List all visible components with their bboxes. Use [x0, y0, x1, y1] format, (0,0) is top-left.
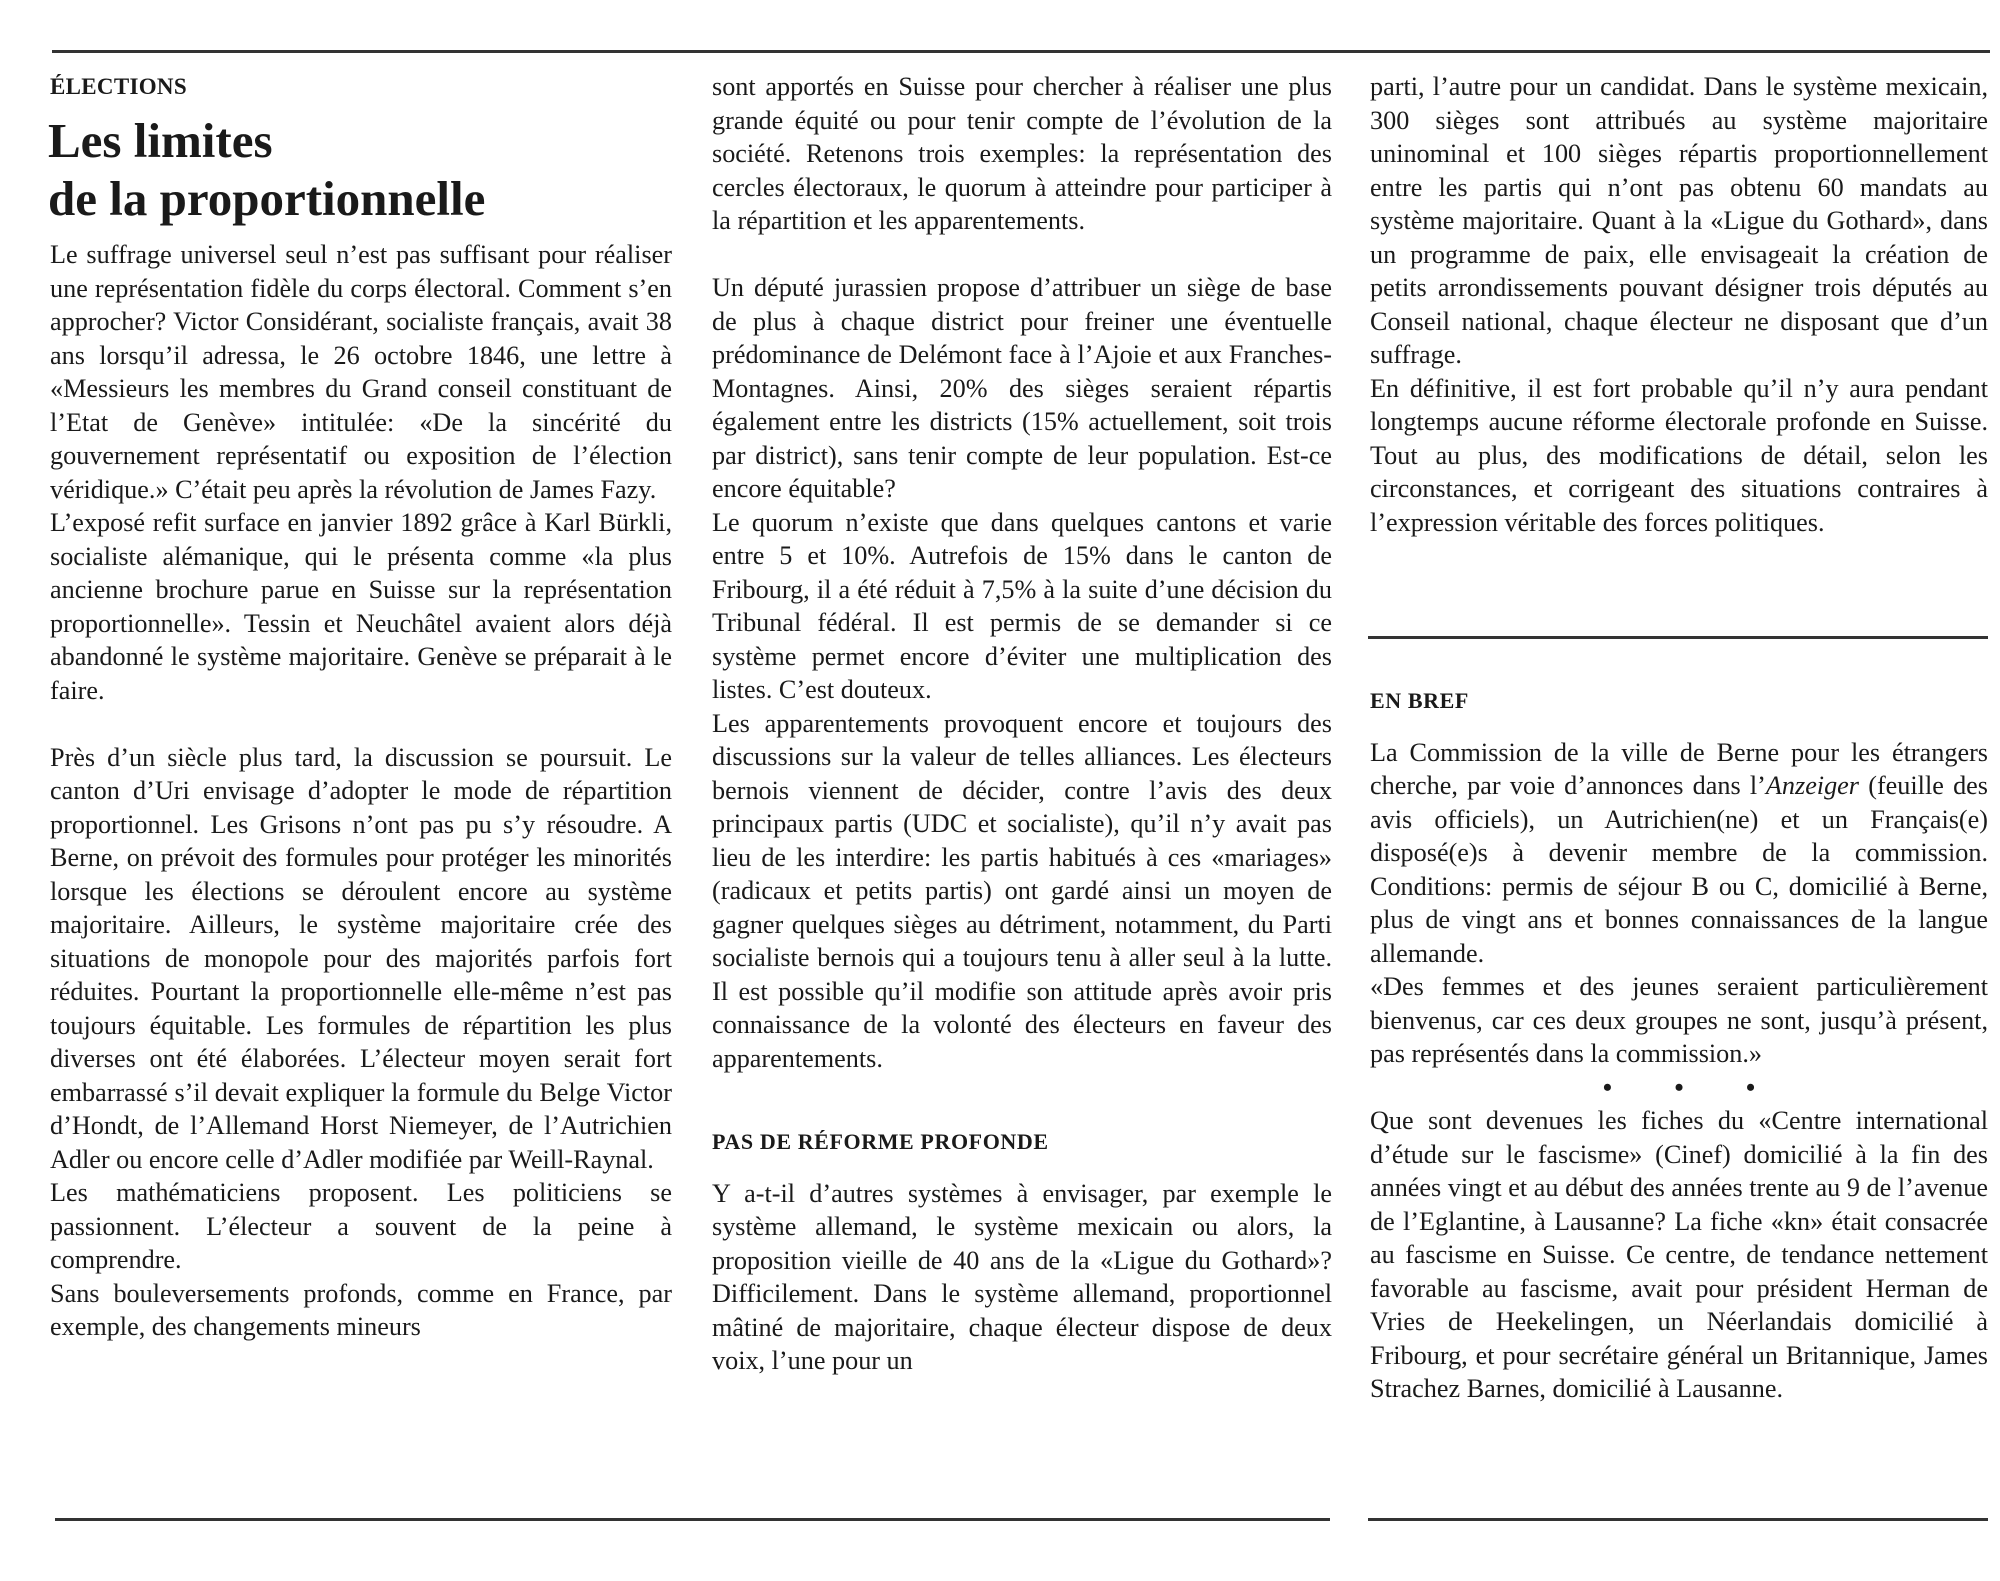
- paragraph: Sans bouleversements profonds, comme en France, par exemple, des changements mineurs: [50, 1278, 672, 1341]
- paragraph: L’exposé refit surface en janvier 1892 grâce à Karl Bürkli, socialiste alémanique, qui le présenta comme «la plus ancienne brochure parue en Suisse sur la représentation proportionnelle». Tessin et Neuchâtel avaient alors déjà abandonné le système majoritaire. Genève se préparait à le faire.: [50, 508, 672, 705]
- paragraph: parti, l’autre pour un candidat. Dans le système mexicain, 300 sièges sont attribués au système majoritaire uninominal et 100 sièges répartis proportionnellement entre les partis qui n’ont pas obtenu 60 mandats au système majoritaire. Quant à la «Ligue du Gothard», dans un programme de paix, elle envisageait la création de petits arrondissements pouvant désigner trois députés au Conseil national, chaque électeur ne disposant que d’un suffrage.: [1370, 72, 1988, 369]
- section-subhead: PAS DE RÉFORME PROFONDE: [712, 1129, 1049, 1154]
- paragraph: Près d’un siècle plus tard, la discussion se poursuit. Le canton d’Uri envisage d’adopter le mode de répartition proportionnel. Les Grisons n’ont pas pu s’y résoudre. A Berne, on prévoit des formules pour protéger les minorités lorsque les élections se déroulent encore au système majoritaire. Ailleurs, le système majoritaire crée des situations de monopole pour des majorités parfois fort réduites. Pourtant la proportionnelle elle-même n’est pas toujours équitable. Les formules de répartition les plus diverses ont été élaborées. L’électeur moyen serait fort embarrassé s’il devait expliquer la formule du Belge Victor d’Hondt, de l’Allemand Horst Niemeyer, de l’Autrichien Adler ou encore celle d’Adler modifiée par Weill-Raynal.: [50, 742, 672, 1174]
- article-headline: [48, 112, 672, 228]
- brief-text-end: (feuille des avis officiels), un Autrichien(ne) et un Français(e) disposé(e)s à devenir membre de la commission. Conditions: permis de séjour B ou C, domicilié à Berne, plus de vingt ans et bonnes connaissances de la langue allemande.: [1370, 771, 1988, 968]
- top-rule: [52, 50, 1990, 53]
- paragraph: Le suffrage universel seul n’est pas suffisant pour réaliser une représentation fidèle du corps électoral. Comment s’en approcher? Victor Considérant, socialiste français, avait 38 ans lorsqu’il adressa, le 26 octobre 1846, une lettre à «Messieurs les membres du Grand conseil constituant de l’Etat de Genève» intitulée: «De la sincérité du gouvernement représentatif ou exposition de l’élection véridique.» C’était peu après la révolution de James Fazy.: [50, 240, 672, 504]
- headline-line-1: Les limites: [48, 113, 273, 168]
- bottom-rule-right: [1368, 1518, 1988, 1521]
- paragraph: «Des femmes et des jeunes seraient particulièrement bienvenus, car ces deux groupes ne sont, jusqu’à présent, pas représentés dans la commission.»: [1370, 972, 1988, 1068]
- bottom-rule-left: [55, 1518, 1330, 1521]
- paragraph: En définitive, il est fort probable qu’il n’y aura pendant longtemps aucune réforme électorale profonde en Suisse. Tout au plus, des modifications de détail, selon les circonstances, et corrigeant des situations contraires à l’expression véritable des forces politiques.: [1370, 373, 1988, 537]
- article-column-2: [712, 70, 1332, 1378]
- article-column-3: [1370, 70, 1988, 539]
- paragraph: Les mathématiciens proposent. Les politiciens se passionnent. L’électeur a souvent de la peine à comprendre.: [50, 1178, 672, 1274]
- article-kicker: ÉLECTIONS: [50, 74, 187, 99]
- paragraph: Le quorum n’existe que dans quelques cantons et varie entre 5 et 10%. Autrefois de 15% dans le canton de Fribourg, il a été réduit à 7,5% à la suite d’une décision du Tribunal fédéral. Il est permis de se demander si ce système permet encore d’éviter une multiplication des listes. C’est douteux.: [712, 507, 1332, 704]
- brief-heading: EN BREF: [1370, 688, 1469, 713]
- article-column-1: [50, 70, 672, 1344]
- brief-text-start: La Commission de la ville de Berne pour les étrangers cherche, par voie d’annonces dans l’: [1370, 737, 1988, 800]
- paragraph: sont apportés en Suisse pour chercher à réaliser une plus grande équité ou pour tenir compte de l’évolution de la société. Retenons trois exemples: la représentation des cercles électoraux, le quorum à atteindre pour participer à la répartition et les apparentements.: [712, 72, 1332, 235]
- section-rule: [1368, 636, 1988, 639]
- paragraph: Un député jurassien propose d’attribuer un siège de base de plus à chaque district pour freiner une éventuelle prédominance de Delémont face à l’Ajoie et aux Franches-Montagnes. Ainsi, 20% des sièges seraient répartis également entre les districts (15% actuellement, soit trois par district), sans tenir compte de leur population. Est-ce encore équitable?: [712, 273, 1332, 503]
- separator-dots: • • •: [1602, 1072, 1784, 1102]
- paragraph: [1370, 736, 1988, 971]
- brief-section: [1370, 684, 1988, 1406]
- paragraph: Les apparentements provoquent encore et toujours des discussions sur la valeur de telles alliances. Les électeurs bernois viennent de décider, contre l’avis des deux principaux partis (UDC et socialiste), qu’il n’y avait pas lieu de les interdire: les partis habitués à ces «mariages» (radicaux et petits partis) ont gardé ainsi un moyen de gagner quelques sièges au détriment, notamment, du Parti socialiste bernois qui a toujours tenu à aller seul à la lutte. Il est possible qu’il modifie son attitude après avoir pris connaissance de la volonté des électeurs en faveur des apparentements.: [712, 708, 1332, 1073]
- headline-line-2: de la proportionnelle: [48, 171, 486, 226]
- newspaper-name: Anzeiger: [1765, 771, 1859, 800]
- paragraph: Y a-t-il d’autres systèmes à envisager, par exemple le système allemand, le système mexicain ou alors, la proposition vieille de 40 ans de la «Ligue du Gothard»? Difficilement. Dans le système allemand, proportionnel mâtiné de majoritaire, chaque électeur dispose de deux voix, l’une pour un: [712, 1178, 1332, 1375]
- paragraph: Que sont devenues les fiches du «Centre international d’étude sur le fascisme» (Cinef) domicilié à la fin des années vingt et au début des années trente au 9 de l’avenue de l’Eglantine, à Lausanne? La fiche «kn» était consacrée au fascisme en Suisse. Ce centre, de tendance nettement favorable au fascisme, avait pour président Herman de Vries de Heekelingen, un Néerlandais domicilié à Fribourg, et pour secrétaire général un Britannique, James Strachez Barnes, domicilié à Lausanne.: [1370, 1106, 1988, 1403]
